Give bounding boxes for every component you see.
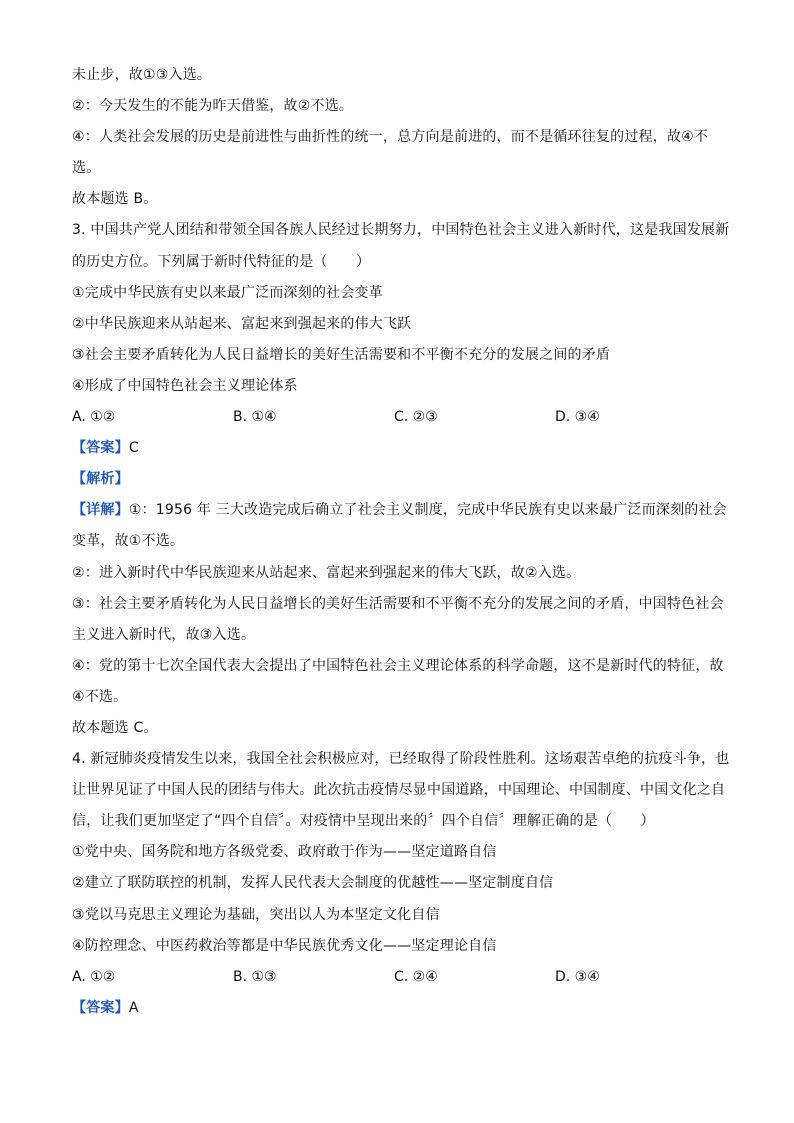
text-line: ④：人类社会发展的历史是前进性与曲折性的统一，总方向是前进的，而不是循环往复的过程，故④不 [72, 129, 709, 146]
answer-value: A [128, 999, 139, 1016]
option-d: D. ③④ [555, 409, 600, 426]
text-line: ②：进入新时代中华民族迎来从站起来、富起来到强起来的伟大飞跃，故②入选。 [72, 564, 581, 581]
question-4-stem: 信，让我们更加坚定了“四个自信〞。对疫情中呈现出来的〞四个自信〞理解正确的是（ ） [72, 813, 655, 830]
question-3-options [72, 402, 722, 433]
text-line: ②：今天发生的不能为昨天借鉴，故②不选。 [72, 98, 354, 115]
text-line: 选。 [72, 160, 101, 177]
option-d: D. ③④ [555, 968, 600, 985]
question-4-item: ②建立了联防联控的机制，发挥人民代表大会制度的优越性——坚定制度自信 [72, 875, 554, 892]
question-4-item: ④防控理念、中医药救治等都是中华民族优秀文化——坚定理论自信 [72, 937, 497, 954]
answer-value: C [128, 440, 139, 457]
answer-line [72, 433, 722, 464]
option-a: A. ①② [72, 968, 116, 985]
analysis-line [72, 464, 722, 495]
question-4-options [72, 962, 722, 993]
detail-tag: 【详解】 [72, 502, 129, 519]
question-4-item: ③党以马克思主义理论为基础，突出以人为本坚定文化自信 [72, 906, 440, 923]
option-b: B. ①③ [233, 968, 277, 985]
question-3-item: ②中华民族迎来从站起来、富起来到强起来的伟大飞跃 [72, 315, 412, 332]
answer-line [72, 993, 722, 1024]
analysis-tag: 【解析】 [72, 471, 129, 488]
option-c: C. ②④ [394, 968, 438, 985]
answer-tag: 【答案】 [72, 999, 129, 1016]
question-3-item: ①完成中华民族有史以来最广泛而深刻的社会变革 [72, 284, 383, 301]
question-4-stem: 让世界见证了中国人民的团结与伟大。此次抗击疫情尽显中国道路，中国理论、中国制度、中国文化之自 [72, 782, 726, 799]
text-line: 故本题选 C。 [72, 719, 158, 736]
text-line: 主义进入新时代，故③入选。 [72, 626, 256, 643]
option-c: C. ②③ [394, 409, 438, 426]
text-line: ④不选。 [72, 688, 128, 705]
text-line: ④：党的第十七次全国代表大会提出了中国特色社会主义理论体系的科学命题，这不是新时代的特征，故 [72, 657, 724, 674]
text-line: 故本题选 B。 [72, 191, 158, 208]
text-line: 变革，故①不选。 [72, 533, 185, 550]
question-3-stem: 的历史方位。下列属于新时代特征的是（ ） [72, 253, 371, 270]
detail-line [72, 495, 727, 526]
option-b: B. ①④ [233, 409, 277, 426]
question-3-item: ③社会主要矛盾转化为人民日益增长的美好生活需要和不平衡不充分的发展之间的矛盾 [72, 346, 611, 363]
text-line: 未止步，故①③入选。 [72, 67, 212, 83]
option-a: A. ①② [72, 409, 116, 426]
question-4-stem: 4. 新冠肺炎疫情发生以来，我国全社会积极应对，已经取得了阶段性胜利。这场艰苦卓绝的抗疫斗争，也 [72, 751, 730, 768]
question-3-item: ④形成了中国特色社会主义理论体系 [72, 377, 298, 394]
question-3-stem: 3. 中国共产党人团结和带领全国各族人民经过长期努力，中国特色社会主义进入新时代，这是我国发展新 [72, 222, 730, 239]
text-line: ③：社会主要矛盾转化为人民日益增长的美好生活需要和不平衡不充分的发展之间的矛盾，中国特色社会 [72, 595, 724, 612]
detail-text: ①：1956 年 三大改造完成后确立了社会主义制度，完成中华民族有史以来最广泛而深刻的社会 [128, 502, 727, 519]
document-page [72, 60, 730, 1024]
question-4-item: ①党中央、国务院和地方各级党委、政府敢于作为——坚定道路自信 [72, 844, 497, 861]
answer-tag: 【答案】 [72, 440, 129, 457]
